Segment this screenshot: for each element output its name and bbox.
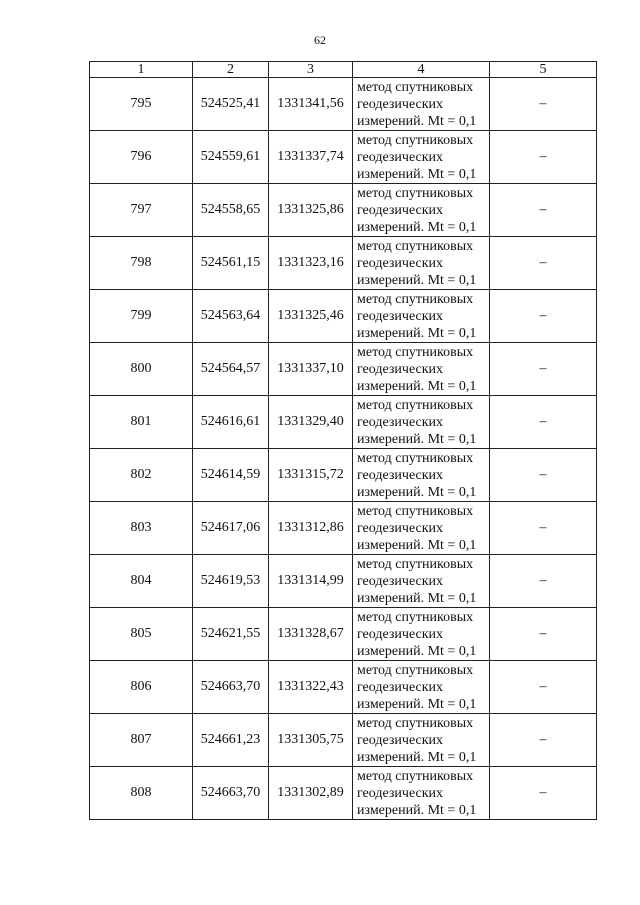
header-cell-5: 5 [490, 62, 597, 78]
column-5-cell: – [490, 237, 597, 290]
table-row [90, 290, 597, 343]
header-row [90, 62, 597, 78]
method-text-line: геодезических [357, 626, 444, 642]
x-coordinate-cell: 524619,53 [193, 555, 269, 608]
method-cell [353, 343, 490, 396]
method-text-line: геодезических [357, 785, 444, 801]
y-coordinate-cell: 1331337,10 [269, 343, 353, 396]
x-coordinate-cell: 524558,65 [193, 184, 269, 237]
table-row [90, 449, 597, 502]
y-coordinate-cell: 1331305,75 [269, 714, 353, 767]
method-text-line: геодезических [357, 202, 444, 218]
method-text-line: метод спутниковых [357, 132, 474, 148]
table-row [90, 767, 597, 820]
point-number-cell: 807 [90, 714, 193, 767]
table-body [90, 78, 597, 820]
method-text-line: измерений. Mt = 0,1 [357, 219, 477, 235]
column-5-cell: – [490, 343, 597, 396]
method-text-line: геодезических [357, 732, 444, 748]
column-5-cell: – [490, 184, 597, 237]
method-cell [353, 502, 490, 555]
method-text-line: геодезических [357, 414, 444, 430]
y-coordinate-cell: 1331325,86 [269, 184, 353, 237]
method-text-line: метод спутниковых [357, 556, 474, 572]
x-coordinate-cell: 524559,61 [193, 131, 269, 184]
method-cell [353, 78, 490, 131]
method-text-line: измерений. Mt = 0,1 [357, 378, 477, 394]
method-text-line: измерений. Mt = 0,1 [357, 696, 477, 712]
method-text-line: геодезических [357, 467, 444, 483]
column-5-cell: – [490, 502, 597, 555]
method-text-line: измерений. Mt = 0,1 [357, 272, 477, 288]
x-coordinate-cell: 524661,23 [193, 714, 269, 767]
column-5-cell: – [490, 714, 597, 767]
table-row [90, 343, 597, 396]
method-text-line: метод спутниковых [357, 503, 474, 519]
method-cell [353, 449, 490, 502]
method-text-line: измерений. Mt = 0,1 [357, 802, 477, 818]
y-coordinate-cell: 1331322,43 [269, 661, 353, 714]
method-cell [353, 767, 490, 820]
column-5-cell: – [490, 661, 597, 714]
point-number-cell: 800 [90, 343, 193, 396]
point-number-cell: 801 [90, 396, 193, 449]
point-number-cell: 795 [90, 78, 193, 131]
x-coordinate-cell: 524614,59 [193, 449, 269, 502]
y-coordinate-cell: 1331302,89 [269, 767, 353, 820]
method-text-line: геодезических [357, 255, 444, 271]
point-number-cell: 808 [90, 767, 193, 820]
method-cell [353, 290, 490, 343]
method-cell [353, 131, 490, 184]
method-text-line: геодезических [357, 361, 444, 377]
point-number-cell: 804 [90, 555, 193, 608]
method-text-line: измерений. Mt = 0,1 [357, 113, 477, 129]
method-text-line: геодезических [357, 679, 444, 695]
table-row [90, 608, 597, 661]
x-coordinate-cell: 524663,70 [193, 767, 269, 820]
method-cell [353, 184, 490, 237]
method-cell [353, 396, 490, 449]
method-text-line: измерений. Mt = 0,1 [357, 325, 477, 341]
method-text-line: измерений. Mt = 0,1 [357, 590, 477, 606]
method-text-line: метод спутниковых [357, 397, 474, 413]
method-text-line: метод спутниковых [357, 291, 474, 307]
point-number-cell: 798 [90, 237, 193, 290]
method-cell [353, 714, 490, 767]
header-cell-4: 4 [353, 62, 490, 78]
method-cell [353, 555, 490, 608]
x-coordinate-cell: 524564,57 [193, 343, 269, 396]
table-header [90, 62, 597, 78]
table-row [90, 555, 597, 608]
x-coordinate-cell: 524563,64 [193, 290, 269, 343]
table-row [90, 714, 597, 767]
y-coordinate-cell: 1331341,56 [269, 78, 353, 131]
method-text-line: метод спутниковых [357, 715, 474, 731]
method-text-line: метод спутниковых [357, 79, 474, 95]
method-text-line: измерений. Mt = 0,1 [357, 537, 477, 553]
header-cell-1: 1 [90, 62, 193, 78]
column-5-cell: – [490, 396, 597, 449]
point-number-cell: 806 [90, 661, 193, 714]
method-text-line: измерений. Mt = 0,1 [357, 431, 477, 447]
x-coordinate-cell: 524561,15 [193, 237, 269, 290]
method-cell [353, 661, 490, 714]
method-text-line: геодезических [357, 149, 444, 165]
method-text-line: геодезических [357, 96, 444, 112]
x-coordinate-cell: 524621,55 [193, 608, 269, 661]
column-5-cell: – [490, 449, 597, 502]
method-text-line: измерений. Mt = 0,1 [357, 166, 477, 182]
point-number-cell: 796 [90, 131, 193, 184]
column-5-cell: – [490, 78, 597, 131]
point-number-cell: 797 [90, 184, 193, 237]
header-cell-2: 2 [193, 62, 269, 78]
method-text-line: геодезических [357, 573, 444, 589]
method-text-line: измерений. Mt = 0,1 [357, 643, 477, 659]
method-text-line: геодезических [357, 308, 444, 324]
column-5-cell: – [490, 131, 597, 184]
point-number-cell: 805 [90, 608, 193, 661]
y-coordinate-cell: 1331325,46 [269, 290, 353, 343]
method-cell [353, 608, 490, 661]
method-cell [353, 237, 490, 290]
header-cell-3: 3 [269, 62, 353, 78]
y-coordinate-cell: 1331323,16 [269, 237, 353, 290]
y-coordinate-cell: 1331315,72 [269, 449, 353, 502]
table-row [90, 661, 597, 714]
y-coordinate-cell: 1331312,86 [269, 502, 353, 555]
table-row [90, 184, 597, 237]
method-text-line: метод спутниковых [357, 768, 474, 784]
method-text-line: метод спутниковых [357, 238, 474, 254]
column-5-cell: – [490, 767, 597, 820]
page-number: 62 [314, 33, 326, 47]
point-number-cell: 803 [90, 502, 193, 555]
method-text-line: измерений. Mt = 0,1 [357, 484, 477, 500]
method-text-line: метод спутниковых [357, 662, 474, 678]
method-text-line: метод спутниковых [357, 344, 474, 360]
table-row [90, 237, 597, 290]
column-5-cell: – [490, 290, 597, 343]
method-text-line: метод спутниковых [357, 185, 474, 201]
x-coordinate-cell: 524525,41 [193, 78, 269, 131]
table-row [90, 396, 597, 449]
point-number-cell: 799 [90, 290, 193, 343]
table-row [90, 131, 597, 184]
column-5-cell: – [490, 608, 597, 661]
point-number-cell: 802 [90, 449, 193, 502]
x-coordinate-cell: 524663,70 [193, 661, 269, 714]
table-row [90, 78, 597, 131]
table-row [90, 502, 597, 555]
column-5-cell: – [490, 555, 597, 608]
method-text-line: геодезических [357, 520, 444, 536]
x-coordinate-cell: 524616,61 [193, 396, 269, 449]
y-coordinate-cell: 1331314,99 [269, 555, 353, 608]
x-coordinate-cell: 524617,06 [193, 502, 269, 555]
method-text-line: измерений. Mt = 0,1 [357, 749, 477, 765]
method-text-line: метод спутниковых [357, 450, 474, 466]
y-coordinate-cell: 1331328,67 [269, 608, 353, 661]
method-text-line: метод спутниковых [357, 609, 474, 625]
y-coordinate-cell: 1331337,74 [269, 131, 353, 184]
y-coordinate-cell: 1331329,40 [269, 396, 353, 449]
coordinates-table [89, 61, 597, 820]
